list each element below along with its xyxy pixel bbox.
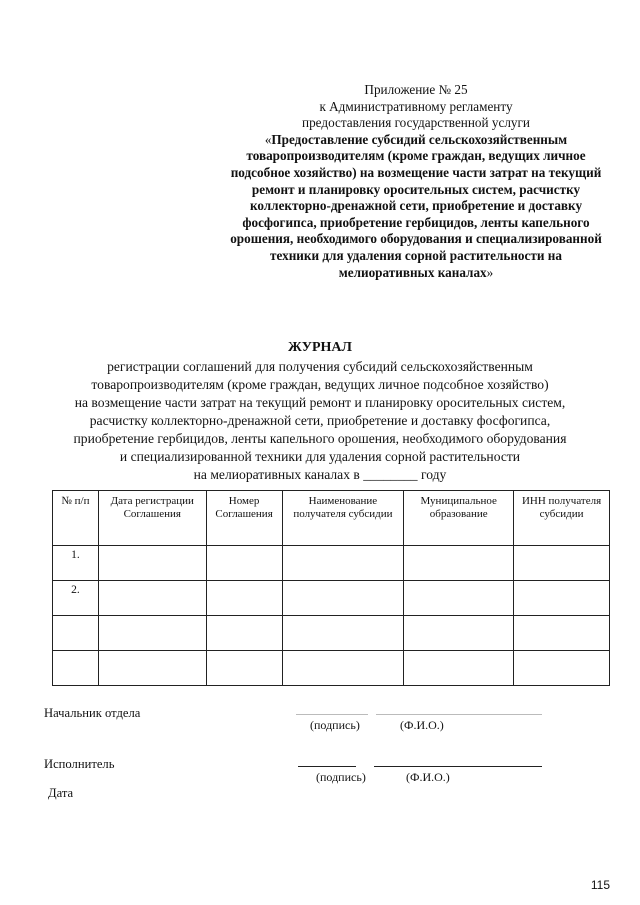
table-cell [514, 581, 610, 616]
col-header-number: № п/п [53, 491, 99, 546]
service-open-quote: « [264, 131, 272, 147]
table-cell [514, 546, 610, 581]
table-row [53, 581, 610, 616]
executor-signature-caption: (подпись) [316, 770, 366, 784]
executor-signature-line [298, 766, 356, 767]
journal-subtitle-line: на мелиоративных каналах в ________ году [193, 467, 447, 482]
table-cell [53, 651, 99, 686]
col-header-agreement-number: Номер Соглашения [206, 491, 282, 546]
journal-subtitle [30, 358, 610, 484]
table-cell [404, 616, 514, 651]
table-cell [404, 581, 514, 616]
table-cell [282, 651, 404, 686]
table-cell [98, 581, 206, 616]
col-header-inn: ИНН получателя субсидии [514, 491, 610, 546]
table-cell [206, 616, 282, 651]
journal-subtitle-line: расчистку коллекторно-дренажной сети, приобретение и доставку фосфогипса, [89, 413, 551, 428]
table-cell [282, 546, 404, 581]
journal-subtitle-line: товаропроизводителям (кроме граждан, ведущих личное подсобное хозяйство) [91, 377, 549, 392]
col-header-municipality: Муниципальное образование [404, 491, 514, 546]
col-header-date: Дата регистрации Соглашения [98, 491, 206, 546]
journal-subtitle-line: регистрации соглашений для получения субсидий сельскохозяйственным [107, 359, 533, 374]
appendix-header [228, 82, 604, 281]
table-cell [404, 546, 514, 581]
executor-name-line [374, 766, 542, 767]
service-close-quote: » [486, 264, 494, 280]
date-label: Дата [48, 786, 74, 800]
table-cell: 2. [53, 581, 99, 616]
head-of-department-label: Начальник отдела [44, 706, 141, 720]
table-cell [98, 546, 206, 581]
journal-title: ЖУРНАЛ [288, 340, 352, 355]
table-row [53, 616, 610, 651]
table-cell [53, 616, 99, 651]
journal-subtitle-line: приобретение гербицидов, ленты капельного орошения, необходимого оборудования [73, 431, 567, 446]
appendix-number: Приложение № 25 [364, 82, 468, 97]
table-cell [282, 581, 404, 616]
head-name-line [376, 714, 542, 715]
table-cell [98, 651, 206, 686]
col-header-recipient: Наименование получателя субсидии [282, 491, 404, 546]
page-number: 115 [590, 878, 610, 892]
journal-subtitle-line: и специализированной техники для удаления сорной растительности [119, 449, 521, 464]
table-cell: 1. [53, 546, 99, 581]
head-signature-caption: (подпись) [310, 718, 360, 732]
head-signature-line [296, 714, 368, 715]
table-cell [206, 581, 282, 616]
head-name-caption: (Ф.И.О.) [400, 718, 444, 732]
table-header-row [53, 491, 610, 546]
executor-label: Исполнитель [44, 757, 115, 771]
table-cell [206, 651, 282, 686]
table-row [53, 651, 610, 686]
table-cell [282, 616, 404, 651]
table-cell [98, 616, 206, 651]
registration-table [52, 490, 610, 686]
table-cell [206, 546, 282, 581]
appendix-service-intro: предоставления государственной услуги [302, 115, 530, 131]
table-cell [514, 616, 610, 651]
executor-name-caption: (Ф.И.О.) [406, 770, 450, 784]
table-cell [514, 651, 610, 686]
table-cell [404, 651, 514, 686]
appendix-regulation: к Административному регламенту [319, 98, 513, 114]
table-row [53, 546, 610, 581]
journal-subtitle-line: на возмещение части затрат на текущий ремонт и планировку оросительных систем, [74, 395, 566, 410]
service-name: Предоставление субсидий сельскохозяйственным товаропроизводителям (кроме граждан, ведущих личное подсобное хозяйство) на возмещение части затрат на текущий ремонт и планировку оросительных систем, расчистку коллекторно-дренажной сети, приобретение и доставку фосфогипса, приобретение гербицидов, ленты капельного орошения, необходимого оборудования и специализированной техники для удаления сорной растительности на мелиоративных каналах [230, 131, 602, 280]
